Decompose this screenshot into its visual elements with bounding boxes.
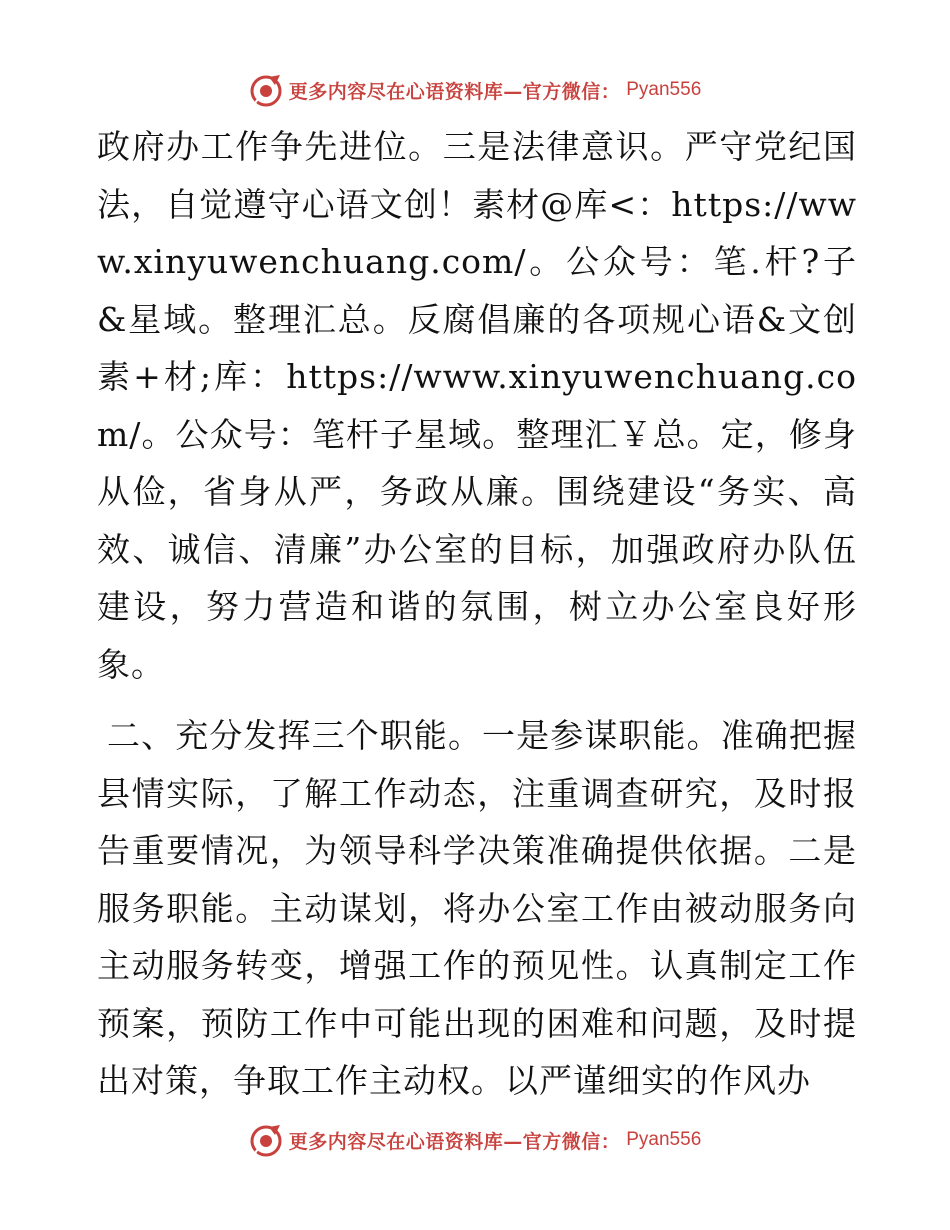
header-banner [0, 70, 950, 110]
document-body [97, 118, 857, 1110]
brand-logo-icon [249, 1123, 283, 1157]
footer-banner [0, 1120, 950, 1160]
header-brand-text: 更多内容尽在心语资料库—官方微信： [288, 80, 621, 103]
header-wechat-id: Pyan556 [626, 79, 702, 100]
brand-logo-icon [249, 73, 283, 107]
footer-brand-text: 更多内容尽在心语资料库—官方微信： [288, 1130, 621, 1153]
footer-wechat-id: Pyan556 [626, 1129, 702, 1150]
paragraph-2: 二、充分发挥三个职能。一是参谋职能。准确把握县情实际，了解工作动态，注重调查研究，及时报告重要情况，为领导科学决策准确提供依据。二是服务职能。主动谋划，将办公室工作由被动服务向主动服务转变，增强工作的预见性。认真制定工作预案，预防工作中可能出现的困难和问题，及时提出对策，争取工作主动权。以严谨细实的作风办 [97, 716, 857, 1100]
paragraph-1: 政府办工作争先进位。三是法律意识。严守党纪国法，自觉遵守心语文创！素材@库<：https://www.xinyuwenchuang.com/。公众号：笔.杆?子&星域。整理汇总。反腐倡廉的各项规心语&文创素+材;库：https://www.xinyuwenchuang.com/。公众号：笔杆子星域。整理汇￥总。定，修身从俭，省身从严，务政从廉。围绕建设“务实、高效、诚信、清廉”办公室的目标，加强政府办队伍建设，努力营造和谐的氛围，树立办公室良好形象。 [97, 127, 857, 684]
